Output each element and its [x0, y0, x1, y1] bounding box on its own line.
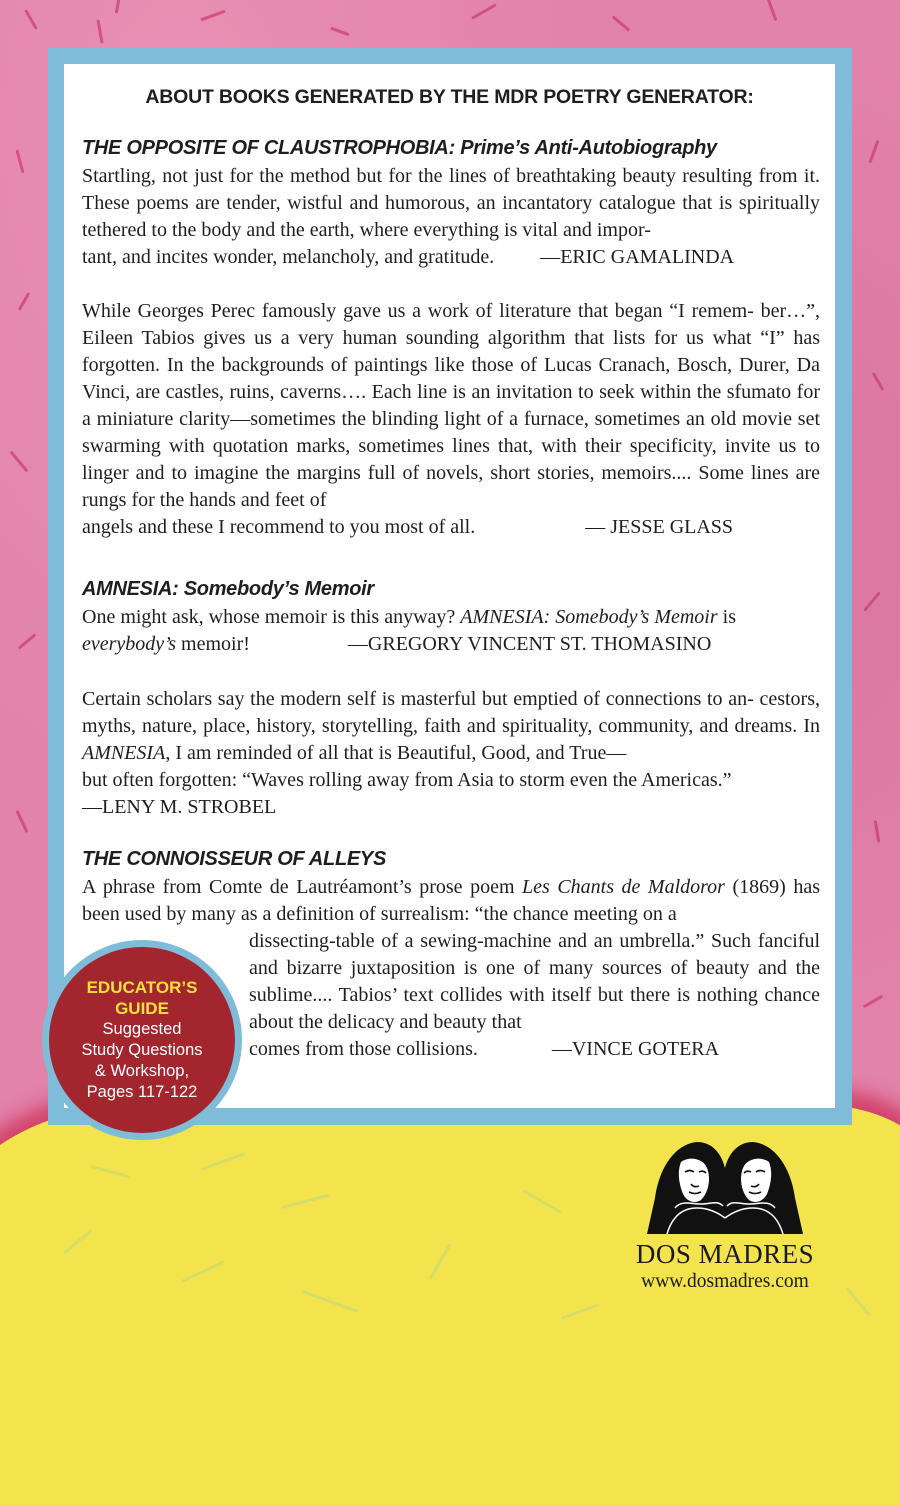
blurb-text: memoir!: [181, 633, 250, 655]
badge-text: Pages 117-122: [86, 1083, 198, 1101]
blurb-text: A phrase from Comte de Lautréamont’s prose poem: [82, 876, 515, 898]
blurb-gotera-indented: [249, 928, 820, 1063]
badge-title: GUIDE: [115, 999, 169, 1018]
badge-text: & Workshop,: [94, 1062, 190, 1080]
blurb-line: lines that, with their specificity, invite us to linger and to imagine the margins full: [82, 435, 821, 484]
blurb-text: and dreams. In: [699, 715, 821, 737]
blurb-line: what “I” has forgotten. In the backgrounds of paintings like those of Lucas Cranach,: [82, 327, 820, 376]
blurb-strobel: [82, 686, 820, 821]
book-title-italic: AMNESIA: Somebody’s Memoir: [460, 606, 718, 628]
blurb-thomasino: [82, 604, 820, 658]
blurb-line: comes from those collisions.: [249, 1038, 478, 1060]
blurb-gamalinda: [82, 163, 820, 271]
educators-guide-badge: [42, 940, 242, 1140]
blurb-line: angels and these I recommend to you most of all.: [82, 516, 476, 538]
blurb-text-italic: everybody’s: [82, 633, 177, 655]
attribution: — JESSE GLASS: [585, 516, 734, 538]
book-title-italic: Les Chants de Maldoror: [522, 876, 725, 898]
blurb-line: Certain scholars say the modern self is masterful but emptied of connections to an-: [82, 688, 754, 710]
blurb-line: Startling, not just for the method but for the lines of breathtaking beauty resulting: [82, 165, 753, 187]
publisher-logo: [620, 1138, 830, 1293]
book-title-connoisseur: THE CONNOISSEUR OF ALLEYS: [82, 848, 387, 870]
badge-text: Study Questions: [81, 1041, 203, 1059]
blurb-line: tant, and incites wonder, melancholy, and gratitude.: [82, 246, 495, 268]
publisher-name: DOS MADRES: [635, 1239, 815, 1269]
blurb-line: furnace, sometimes an old movie set swarming with quotation marks, sometimes: [82, 408, 821, 457]
blurb-gotera: [82, 874, 820, 928]
blurb-line: While Georges Perec famously gave us a work of literature that began “I remem-: [82, 300, 754, 322]
attribution: —LENY M. STROBEL: [82, 796, 277, 818]
badge-text: Suggested: [102, 1020, 182, 1038]
blurb-text: (1869): [732, 876, 786, 898]
blurb-line: dissecting-table of a sewing-machine and an umbrella.” Such: [249, 930, 752, 952]
two-women-icon: [645, 1138, 805, 1236]
blurb-text: , I am reminded of all that is Beautiful, Good, and True—: [165, 742, 627, 764]
book-title-amnesia: AMNESIA: Somebody’s Memoir: [82, 578, 374, 600]
book-title-italic: AMNESIA: [82, 742, 166, 764]
blurb-line: beauty and the sublime.... Tabios’ text collides with itself but: [249, 957, 821, 1006]
blurb-text: One might ask, whose memoir is this anyway?: [82, 606, 456, 628]
blurb-line: has been used by many as a definition of surrealism: “the chance meeting on a: [82, 876, 820, 925]
blurb-line: seek within the sfumato for a miniature clarity—sometimes the blinding light of a: [82, 381, 820, 430]
attribution: —VINCE GOTERA: [551, 1038, 720, 1060]
badge-circle: [49, 947, 235, 1133]
badge-title: EDUCATOR’S: [86, 978, 198, 997]
blurb-line: ber…”, Eileen Tabios gives us a very human sounding algorithm that lists for us: [82, 300, 821, 349]
blurb-line: of novels, short stories, memoirs.... Some lines are rungs for the hands and feet of: [82, 462, 821, 511]
blurb-line: there is nothing chance about the delicacy and beauty that: [249, 984, 821, 1033]
publisher-url[interactable]: www.dosmadres.com: [641, 1271, 809, 1292]
blurb-line: but often forgotten: “Waves rolling away from Asia to storm even the Americas.”: [82, 769, 732, 791]
blurb-line: cestors, myths, nature, place, history, storytelling, faith and spirituality, community,: [82, 688, 820, 737]
blurb-line: is spiritually tethered to the body and the earth, where everything is vital and impor-: [82, 192, 821, 241]
blurb-line: Bosch, Durer, Da Vinci, are castles, ruins, caverns…. Each line is an invitation to: [82, 354, 820, 403]
attribution: —ERIC GAMALINDA: [540, 246, 735, 268]
book-title-claustrophobia: THE OPPOSITE OF CLAUSTROPHOBIA: Prime’s Anti-Autobiography: [82, 137, 717, 159]
blurb-line: from it. These poems are tender, wistful and humorous, an incantatory catalogue that: [82, 165, 821, 214]
blurb-line: fanciful and bizarre juxtaposition is one of many sources of: [249, 930, 820, 979]
blurb-text: is: [722, 606, 736, 628]
attribution: —GREGORY VINCENT ST. THOMASINO: [347, 633, 712, 655]
page-title: ABOUT BOOKS GENERATED BY THE MDR POETRY GENERATOR:: [145, 86, 754, 108]
blurb-glass: [82, 298, 820, 541]
